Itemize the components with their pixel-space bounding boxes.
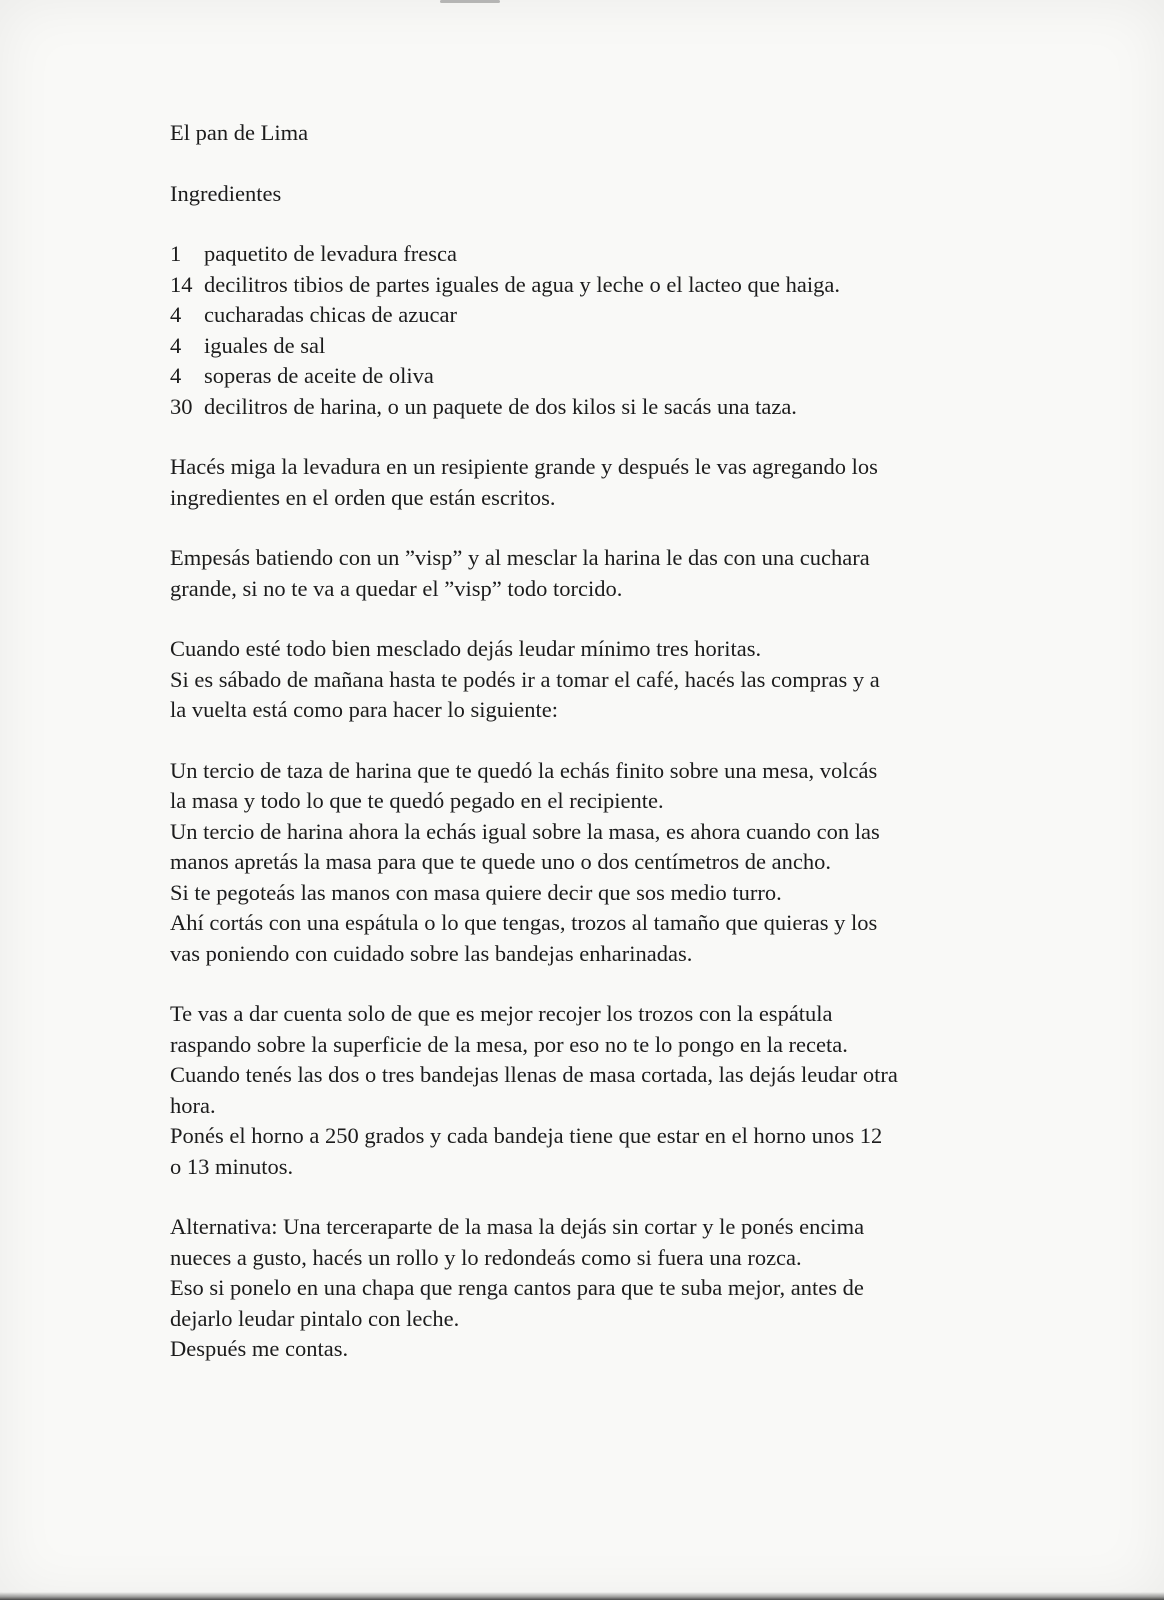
ingredient-item xyxy=(170,392,1050,423)
paragraph-line: dejarlo leudar pintalo con leche. xyxy=(170,1305,460,1331)
paragraph-line: vas poniendo con cuidado sobre las bandejas enharinadas. xyxy=(170,940,693,966)
paragraph-rising xyxy=(170,634,1050,726)
ingredient-qty: 14 xyxy=(170,271,193,297)
paragraph-line: Alternativa: Una terceraparte de la masa la dejás sin cortar y le ponés encima xyxy=(170,1214,865,1239)
ingredient-text: soperas de aceite de oliva xyxy=(204,363,434,388)
ingredient-text: cucharadas chicas de azucar xyxy=(204,302,457,327)
ingredient-qty: 4 xyxy=(170,302,182,327)
paragraph-line: Eso si ponelo en una chapa que renga cantos para que te suba mejor, antes de xyxy=(170,1275,864,1300)
ingredients-heading: Ingredientes xyxy=(170,180,282,206)
paragraph-line: Empesás batiendo con un ”visp” y al mesclar la harina le das con una cuchara xyxy=(170,545,870,570)
ingredient-text: paquetito de levadura fresca xyxy=(204,241,457,266)
recipe-document xyxy=(170,118,1050,1365)
ingredient-text: iguales de sal xyxy=(204,332,326,358)
ingredient-qty: 1 xyxy=(170,241,182,266)
paragraph-alternative xyxy=(170,1212,1050,1365)
paragraph-shaping xyxy=(170,756,1050,970)
paragraph-line: Si te pegoteás las manos con masa quiere decir que sos medio turro. xyxy=(170,879,782,905)
ingredient-text: decilitros tibios de partes iguales de agua y leche o el lacteo que haiga. xyxy=(204,271,841,297)
paragraph-line: raspando sobre la superficie de la mesa, por eso no te lo pongo en la receta. xyxy=(170,1031,848,1057)
paragraph-line: Cuando tenés las dos o tres bandejas llenas de masa cortada, las dejás leudar otra xyxy=(170,1062,898,1087)
paragraph-mixing xyxy=(170,543,1050,604)
paragraph-line: Cuando esté todo bien mesclado dejás leudar mínimo tres horitas. xyxy=(170,636,762,661)
ingredient-item xyxy=(170,331,1050,362)
paragraph-line: Hacés miga la levadura en un resipiente grande y después le vas agregando los xyxy=(170,454,878,479)
paragraph-line: Te vas a dar cuenta solo de que es mejor recojer los trozos con la espátula xyxy=(170,1001,833,1026)
paragraph-line: Después me contas. xyxy=(170,1336,349,1361)
paragraph-line: ingredientes en el orden que están escritos. xyxy=(170,484,556,510)
paragraph-line: o 13 minutos. xyxy=(170,1153,294,1179)
paragraph-baking xyxy=(170,999,1050,1182)
paragraph-line: Ponés el horno a 250 grados y cada bandeja tiene que estar en el horno unos 12 xyxy=(170,1123,883,1148)
ingredient-qty: 4 xyxy=(170,363,182,388)
ingredient-item xyxy=(170,361,1050,392)
ingredient-text: decilitros de harina, o un paquete de dos kilos si le sacás una taza. xyxy=(204,393,797,419)
paragraph-line: Un tercio de taza de harina que te quedó la echás finito sobre una mesa, volcás xyxy=(170,757,878,783)
ingredient-qty: 30 xyxy=(170,393,193,419)
scan-artifact-bottom xyxy=(0,1592,1164,1600)
paragraph-line: nueces a gusto, hacés un rollo y lo redondeás como si fuera una rozca. xyxy=(170,1244,802,1270)
paragraph-preparation xyxy=(170,452,1050,513)
ingredient-item xyxy=(170,239,1050,270)
paragraph-line: manos apretás la masa para que te quede uno o dos centímetros de ancho. xyxy=(170,849,832,874)
scan-artifact-top xyxy=(440,0,500,3)
ingredient-qty: 4 xyxy=(170,332,182,358)
paragraph-line: hora. xyxy=(170,1092,216,1118)
paragraph-line: Si es sábado de mañana hasta te podés ir a tomar el café, hacés las compras y a xyxy=(170,666,880,692)
ingredient-item xyxy=(170,270,1050,301)
paragraph-line: Ahí cortás con una espátula o lo que tengas, trozos al tamaño que quieras y los xyxy=(170,910,878,935)
ingredient-item xyxy=(170,300,1050,331)
paragraph-line: la vuelta está como para hacer lo siguiente: xyxy=(170,697,558,722)
document-title: El pan de Lima xyxy=(170,120,309,145)
paragraph-line: Un tercio de harina ahora la echás igual sobre la masa, es ahora cuando con las xyxy=(170,818,880,844)
ingredients-list xyxy=(170,239,1050,422)
paragraph-line: la masa y todo lo que te quedó pegado en el recipiente. xyxy=(170,788,664,813)
paragraph-line: grande, si no te va a quedar el ”visp” todo torcido. xyxy=(170,575,623,601)
